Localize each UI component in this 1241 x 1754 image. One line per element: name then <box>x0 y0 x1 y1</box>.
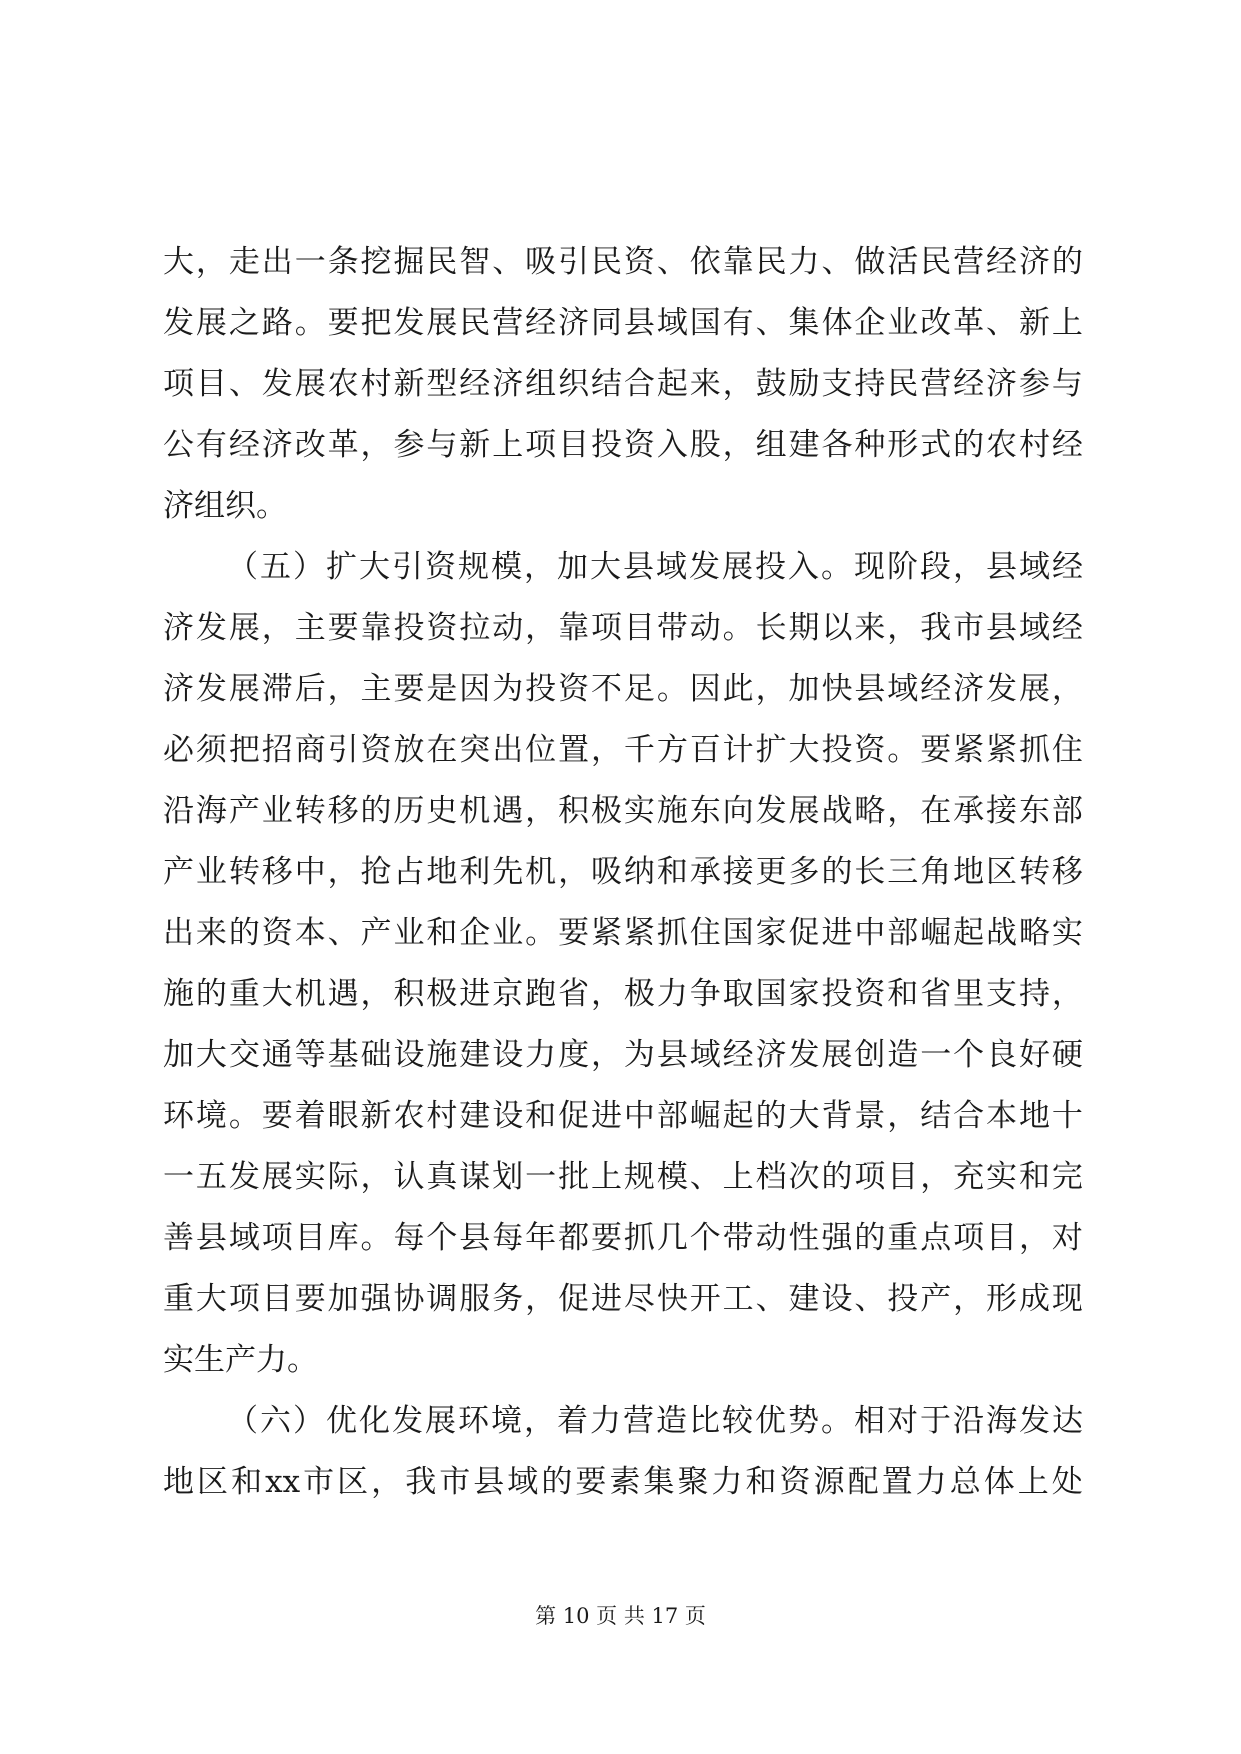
text-line: 发 展 之 路 。 要 把 发 展 民 营 经 济 同 县 域 国 有 、 集 体 企 业 改 革 、 新 上 <box>163 305 1083 341</box>
text-line: 地 区 和 xx 市 区 ， 我 市 县 域 的 要 素 集 聚 力 和 资 源 配 置 力 总 体 上 处 <box>163 1464 1083 1500</box>
text-line: （ 五 ） 扩 大 引 资 规 模 ， 加 大 县 域 发 展 投 入 。 现 阶 段 ， 县 域 经 <box>227 549 1083 585</box>
text-line: 环 境 。 要 着 眼 新 农 村 建 设 和 促 进 中 部 崛 起 的 大 背 景 ， 结 合 本 地 十 <box>163 1098 1083 1134</box>
text-line: 大 ， 走 出 一 条 挖 掘 民 智 、 吸 引 民 资 、 依 靠 民 力 、 做 活 民 营 经 济 的 <box>163 244 1083 280</box>
text-line: 重 大 项 目 要 加 强 协 调 服 务 ， 促 进 尽 快 开 工 、 建 设 、 投 产 ， 形 成 现 <box>163 1281 1083 1317</box>
text-line: 济 发 展 滞 后 ， 主 要 是 因 为 投 资 不 足 。 因 此 ， 加 快 县 域 经 济 发 展 ， <box>163 671 1083 707</box>
body-text <box>163 232 1083 1513</box>
text-line: （ 六 ） 优 化 发 展 环 境 ， 着 力 营 造 比 较 优 势 。 相 对 于 沿 海 发 达 <box>227 1403 1083 1439</box>
text-line: 济组织。 <box>163 488 287 524</box>
text-line: 加 大 交 通 等 基 础 设 施 建 设 力 度 ， 为 县 域 经 济 发 展 创 造 一 个 良 好 硬 <box>163 1037 1083 1073</box>
text-line: 出 来 的 资 本 、 产 业 和 企 业 。 要 紧 紧 抓 住 国 家 促 进 中 部 崛 起 战 略 实 <box>163 915 1083 951</box>
text-line: 实生产力。 <box>163 1342 318 1378</box>
text-line: 必 须 把 招 商 引 资 放 在 突 出 位 置 ， 千 方 百 计 扩 大 投 资 。 要 紧 紧 抓 住 <box>163 732 1083 768</box>
text-line: 项 目 、 发 展 农 村 新 型 经 济 组 织 结 合 起 来 ， 鼓 励 支 持 民 营 经 济 参 与 <box>163 366 1083 402</box>
text-line: 济 发 展 ， 主 要 靠 投 资 拉 动 ， 靠 项 目 带 动 。 长 期 以 来 ， 我 市 县 域 经 <box>163 610 1083 646</box>
page-footer: 第 10 页 共 17 页 <box>535 1604 706 1628</box>
text-line: 沿 海 产 业 转 移 的 历 史 机 遇 ， 积 极 实 施 东 向 发 展 战 略 ， 在 承 接 东 部 <box>163 793 1083 829</box>
text-line: 施 的 重 大 机 遇 ， 积 极 进 京 跑 省 ， 极 力 争 取 国 家 投 资 和 省 里 支 持 ， <box>163 976 1083 1012</box>
text-line: 一 五 发 展 实 际 ， 认 真 谋 划 一 批 上 规 模 、 上 档 次 的 项 目 ， 充 实 和 完 <box>163 1159 1083 1195</box>
text-line: 善 县 域 项 目 库 。 每 个 县 每 年 都 要 抓 几 个 带 动 性 强 的 重 点 项 目 ， 对 <box>163 1220 1083 1256</box>
text-line: 产 业 转 移 中 ， 抢 占 地 利 先 机 ， 吸 纳 和 承 接 更 多 的 长 三 角 地 区 转 移 <box>163 854 1083 890</box>
text-line: 公 有 经 济 改 革 ， 参 与 新 上 项 目 投 资 入 股 ， 组 建 各 种 形 式 的 农 村 经 <box>163 427 1083 463</box>
